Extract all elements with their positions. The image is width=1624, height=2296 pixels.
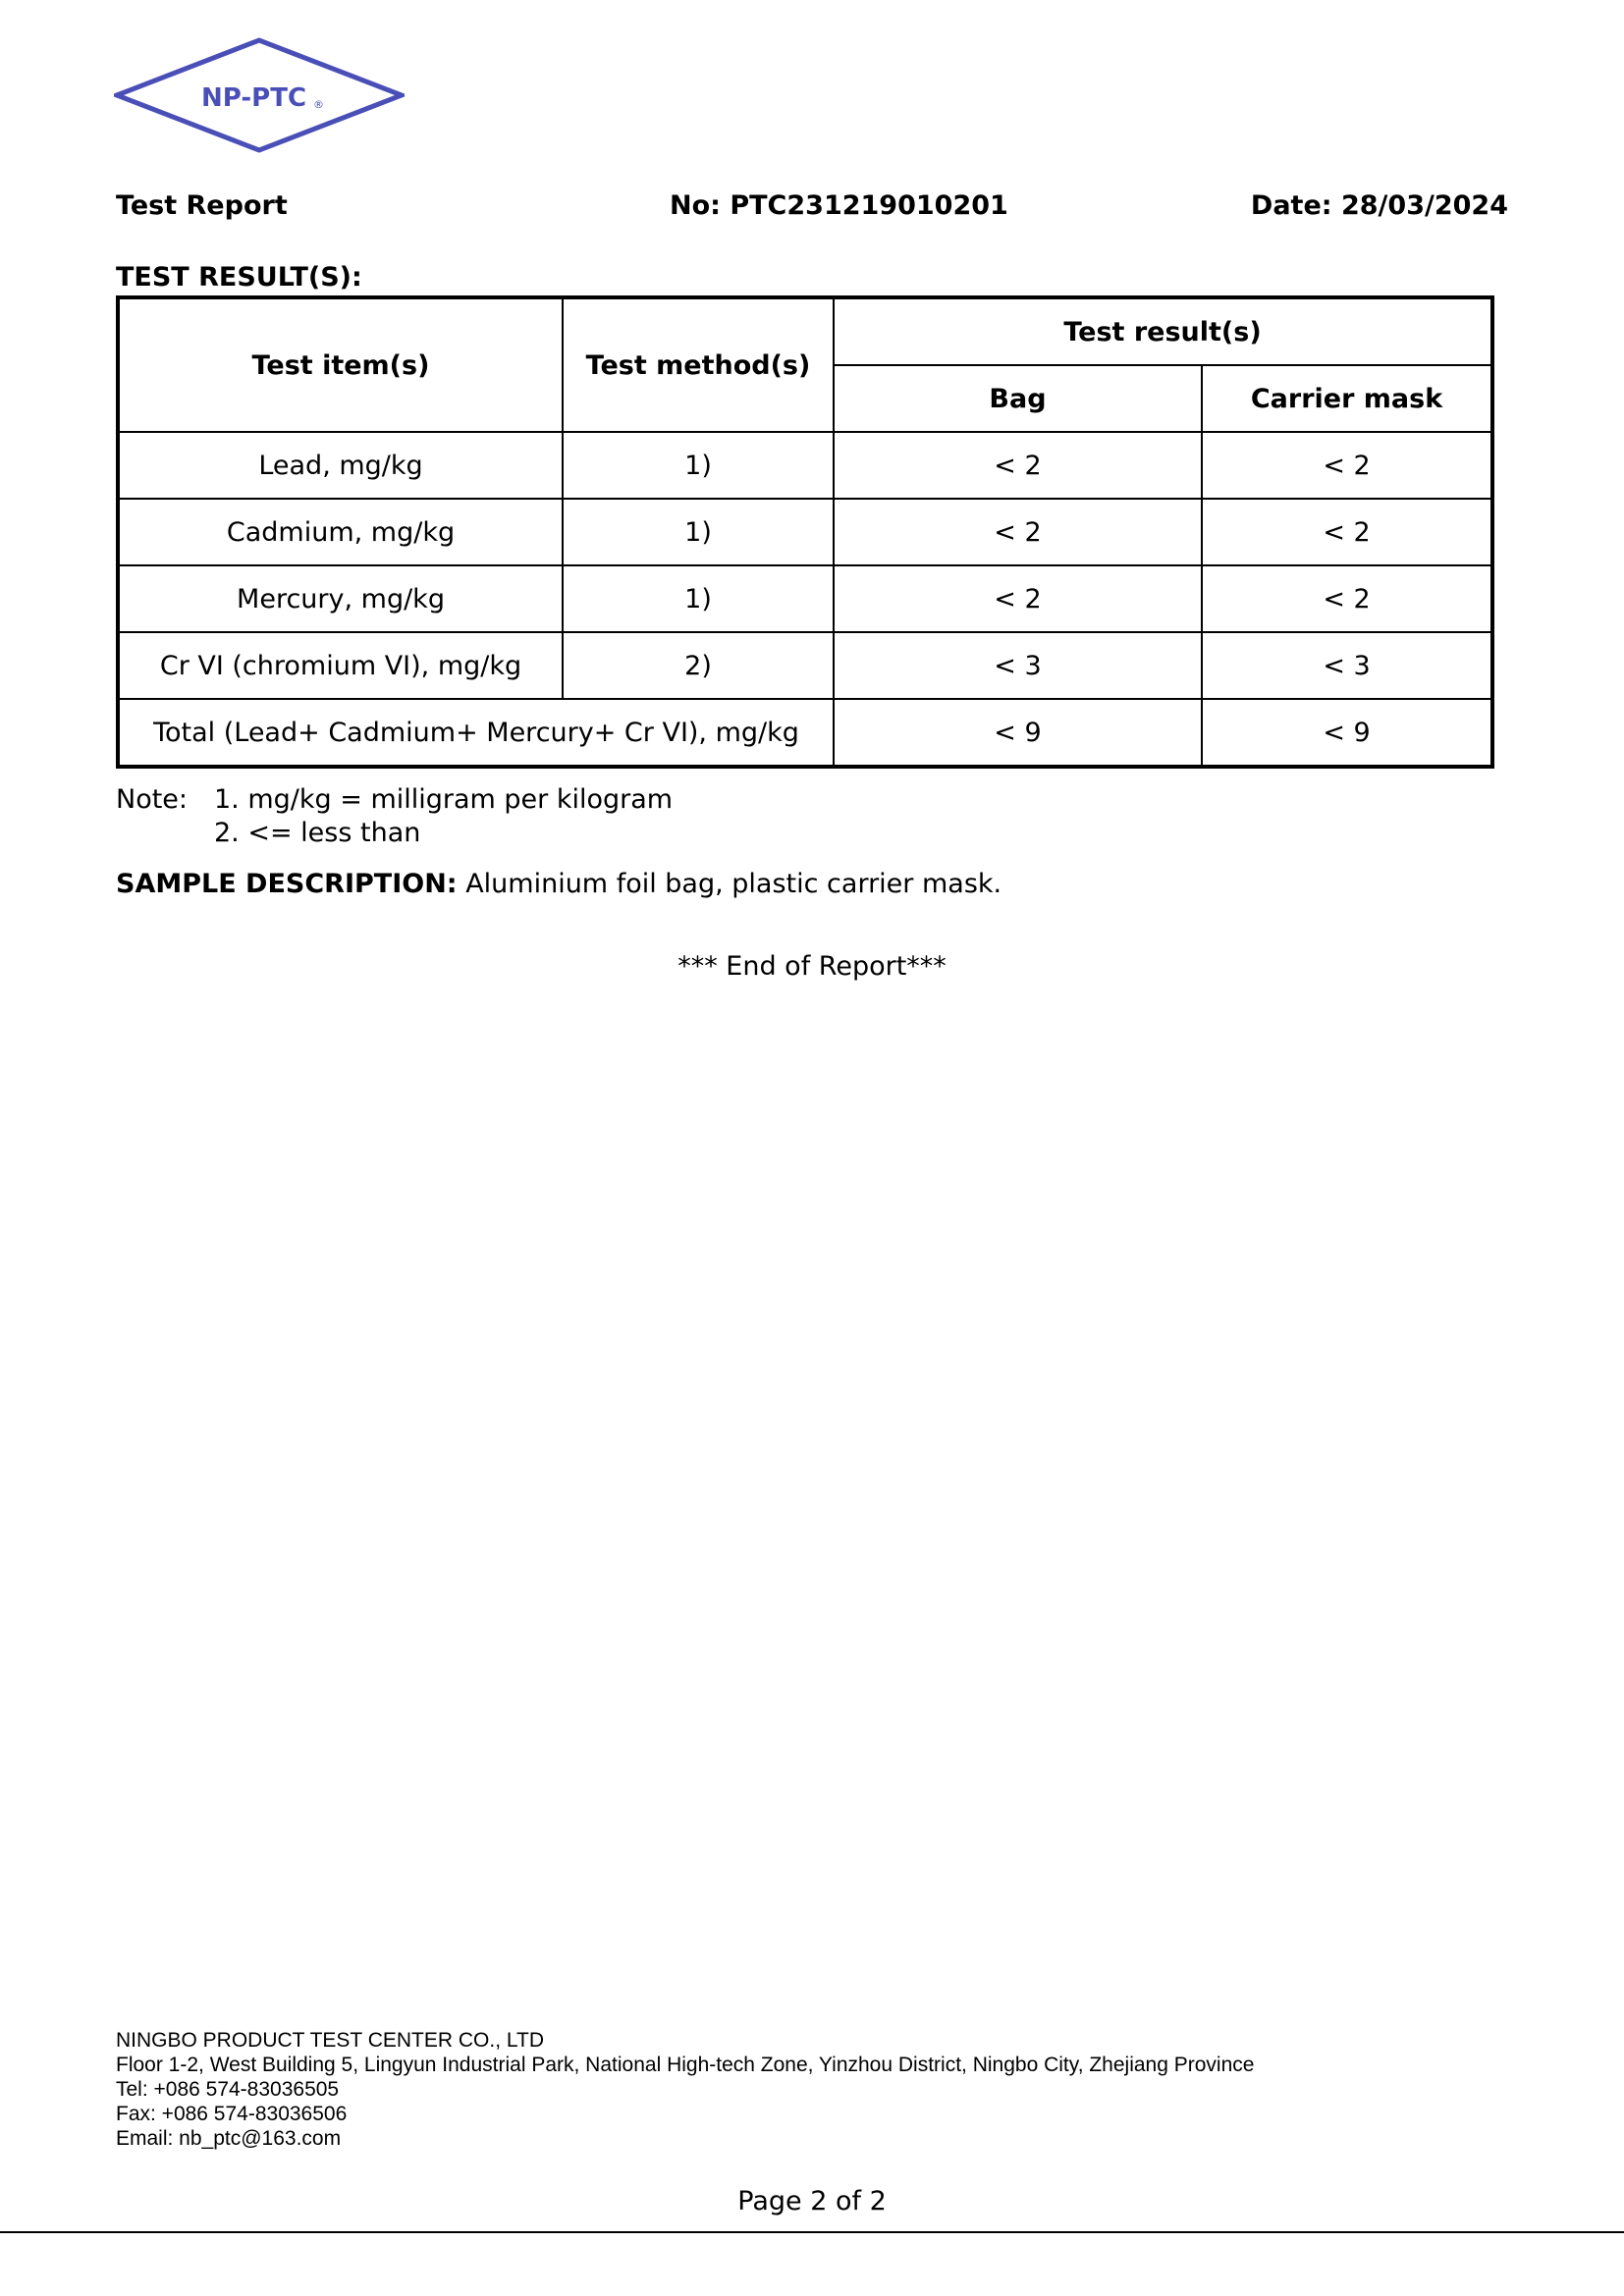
test-results-heading: TEST RESULT(S): [116,262,362,293]
sample-description [116,868,1001,901]
cell-method: 1) [563,432,834,499]
note-item: 2. <= less than [214,818,421,848]
footer-address: Floor 1-2, West Building 5, Lingyun Industrial Park, National High-tech Zone, Yinzhou District, Ningbo City, Zhejiang Province [116,2054,1255,2076]
table-total-row [118,699,1492,767]
report-number: No: PTC231219010201 [670,190,1008,221]
header-test-item: Test item(s) [118,297,563,432]
cell-total-item: Total (Lead+ Cadmium+ Mercury+ Cr VI), mg/kg [118,699,834,767]
table-row [118,499,1492,565]
cell-item: Cadmium, mg/kg [118,499,563,565]
table-row [118,632,1492,699]
cell-item: Lead, mg/kg [118,432,563,499]
footer-company: NINGBO PRODUCT TEST CENTER CO., LTD [116,2029,544,2052]
sample-description-label: SAMPLE DESCRIPTION: [116,869,458,899]
table-row [118,432,1492,499]
cell-bag: < 3 [834,632,1202,699]
page-number: Page 2 of 2 [737,2186,887,2216]
cell-bag: < 2 [834,432,1202,499]
note-label: Note: [116,784,189,815]
footer-email: Email: nb_ptc@163.com [116,2127,342,2150]
header-test-results: Test result(s) [834,297,1492,365]
cell-carrier: < 2 [1202,432,1492,499]
cell-carrier: < 3 [1202,632,1492,699]
header-bag: Bag [834,365,1202,432]
end-of-report: *** End of Report*** [677,951,947,982]
cell-method: 1) [563,565,834,632]
test-results-table [116,295,1494,769]
np-ptc-logo [114,37,405,153]
cell-method: 1) [563,499,834,565]
cell-carrier: < 2 [1202,565,1492,632]
cell-method: 2) [563,632,834,699]
cell-bag: < 2 [834,565,1202,632]
svg-text:NP-PTC: NP-PTC [201,83,307,113]
report-date: Date: 28/03/2024 [1250,190,1508,221]
note-item: 1. mg/kg = milligram per kilogram [214,784,674,815]
footer-fax: Fax: +086 574-83036506 [116,2103,348,2125]
footer-divider [0,2231,1624,2233]
cell-bag: < 2 [834,499,1202,565]
table-header-row [118,297,1492,365]
cell-item: Mercury, mg/kg [118,565,563,632]
header-carrier-mask: Carrier mask [1202,365,1492,432]
header-test-method: Test method(s) [563,297,834,432]
cell-total-bag: < 9 [834,699,1202,767]
cell-item: Cr VI (chromium VI), mg/kg [118,632,563,699]
footer-tel: Tel: +086 574-83036505 [116,2078,340,2101]
cell-total-carrier: < 9 [1202,699,1492,767]
cell-carrier: < 2 [1202,499,1492,565]
svg-text:®: ® [313,98,324,111]
sample-description-text: Aluminium foil bag, plastic carrier mask. [457,869,1002,899]
table-row [118,565,1492,632]
report-title: Test Report [116,190,288,221]
